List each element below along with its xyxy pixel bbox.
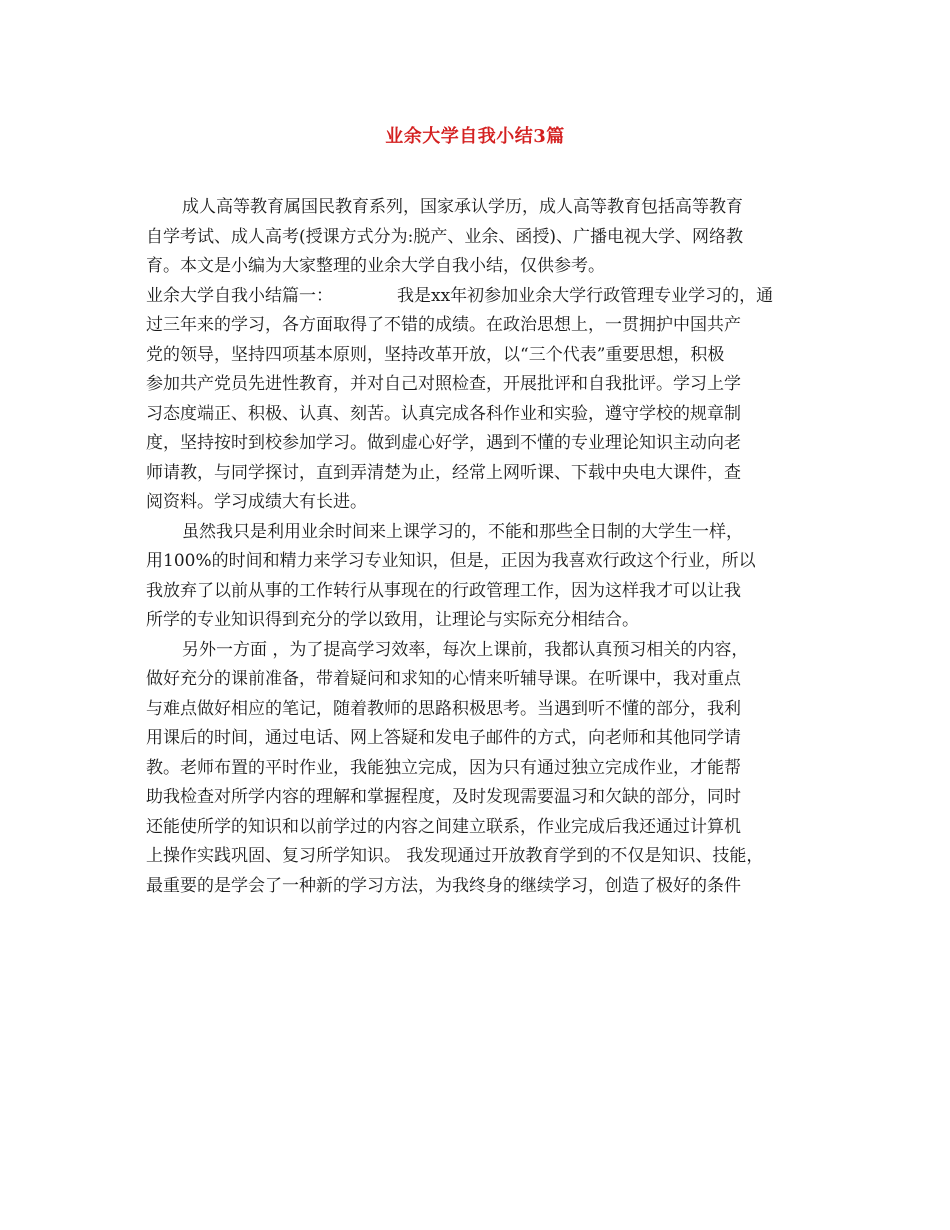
text-line: 我放弃了以前从事的工作转行从事现在的行政管理工作，因为这样我才可以让我	[146, 580, 741, 601]
text-line: 成人高等教育属国民教育系列，国家承认学历，成人高等教育包括高等教育	[182, 197, 743, 217]
document-body	[146, 193, 806, 901]
text-line: 度，坚持按时到校参加学习。做到虚心好学，遇到不懂的专业理论知识主动向老	[146, 433, 741, 453]
text-line: 用100%的时间和精力来学习专业知识，但是，正因为我喜欢行政这个行业，所以	[146, 551, 756, 571]
text-line: 最重要的是学会了一种新的学习方法，为我终身的继续学习，创造了极好的条件	[146, 875, 741, 896]
section-heading: 业余大学自我小结篇一：	[146, 285, 333, 306]
text-run: 我是xx年初参加业余大学行政管理专业学习的，通	[397, 285, 774, 306]
text-line: 党的领导，坚持四项基本原则，坚持改革开放，以“三个代表”重要思想，积极	[146, 344, 725, 365]
text-line: 还能使所学的知识和以前学过的内容之间建立联系，作业完成后我还通过计算机	[146, 816, 741, 837]
text-line: 过三年来的学习，各方面取得了不错的成绩。在政治思想上，一贯拥护中国共产	[146, 315, 741, 335]
text-line: 育。本文是小编为大家整理的业余大学自我小结，仅供参考。	[146, 256, 605, 276]
text-line: 虽然我只是利用业余时间来上课学习的，不能和那些全日制的大学生一样，	[182, 521, 743, 542]
text-line: 助我检查对所学内容的理解和掌握程度，及时发现需要温习和欠缺的部分，同时	[146, 787, 741, 807]
text-line: 阅资料。学习成绩大有长进。	[146, 492, 367, 512]
text-line: 与难点做好相应的笔记，随着教师的思路积极思考。当遇到听不懂的部分，我利	[146, 698, 741, 719]
text-line: 所学的专业知识得到充分的学以致用，让理论与实际充分相结合。	[146, 610, 639, 630]
section-heading-line	[146, 282, 806, 312]
text-line: 做好充分的课前准备，带着疑问和求知的心情来听辅导课。在听课中，我对重点	[146, 669, 741, 689]
document-title: 业余大学自我小结3篇	[385, 126, 565, 147]
text-line: 参加共产党员先进性教育，并对自己对照检查，开展批评和自我批评。学习上学	[146, 374, 741, 394]
text-line: 教。老师布置的平时作业，我能独立完成，因为只有通过独立完成作业，才能帮	[146, 757, 741, 778]
text-line: 师请教，与同学探讨，直到弄清楚为止，经常上网听课、下载中央电大课件，查	[146, 462, 741, 483]
text-line: 自学考试、成人高考(授课方式分为:脱产、业余、函授)、广播电视大学、网络教	[146, 226, 743, 247]
text-line: 另外一方面 ，为了提高学习效率，每次上课前，我都认真预习相关的内容，	[182, 639, 749, 660]
text-line: 用课后的时间，通过电话、网上答疑和发电子邮件的方式，向老师和其他同学请	[146, 728, 741, 748]
text-line: 上操作实践巩固、复习所学知识。 我发现通过开放教育学到的不仅是知识、技能，	[146, 846, 764, 866]
text-line: 习态度端正、积极、认真、刻苦。认真完成各科作业和实验，遵守学校的规章制	[146, 403, 741, 424]
